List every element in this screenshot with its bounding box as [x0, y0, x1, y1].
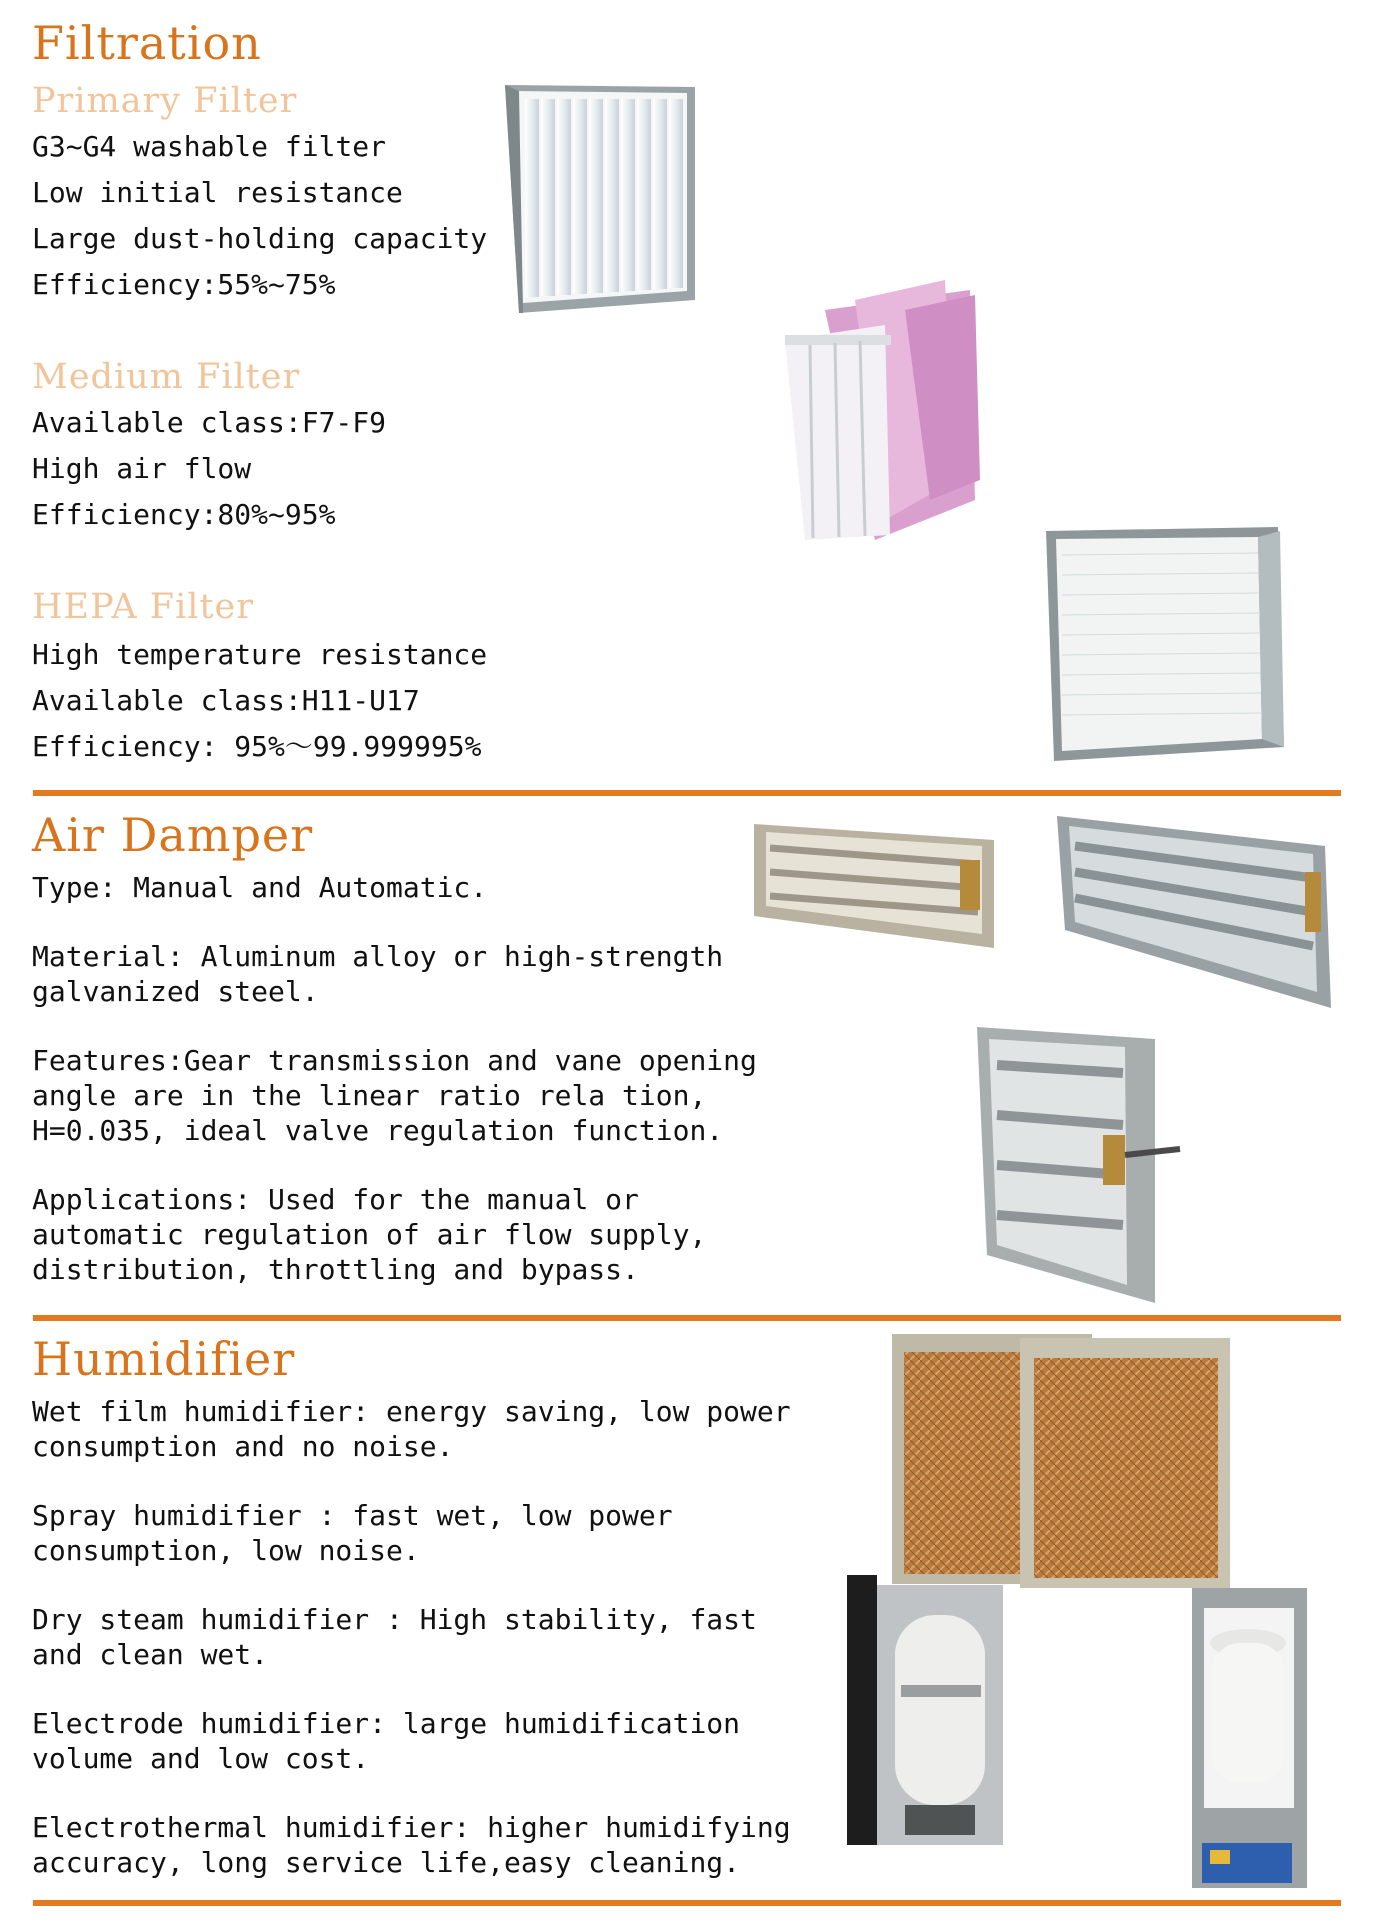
text-line: automatic regulation of air flow supply, — [32, 1218, 707, 1251]
electrode-paragraph — [32, 1706, 791, 1776]
dry-steam-paragraph — [32, 1602, 791, 1672]
air-damper-description — [32, 870, 757, 1321]
text-line: Dry steam humidifier : High stability, fast — [32, 1603, 757, 1636]
filtration-title: Filtration — [32, 16, 262, 70]
spec-line: Efficiency: 95%～99.999995% — [32, 730, 482, 763]
primary-filter-specs — [32, 124, 487, 308]
text-line: consumption and no noise. — [32, 1430, 454, 1463]
section-divider — [33, 1900, 1341, 1906]
spec-line: Available class:F7-F9 — [32, 406, 387, 439]
spec-line: Low initial resistance — [32, 176, 403, 209]
spec-line: Efficiency:80%~95% — [32, 498, 336, 531]
text-line: Applications: Used for the manual or — [32, 1183, 639, 1216]
text-line: accuracy, long service life,easy cleaning. — [32, 1846, 741, 1879]
electrothermal-humidifier-image — [1190, 1588, 1310, 1888]
text-line: and clean wet. — [32, 1638, 269, 1671]
hepa-filter-image — [1040, 525, 1290, 765]
spec-line: Efficiency:55%~75% — [32, 268, 336, 301]
section-divider — [33, 1315, 1341, 1321]
damper-applications-paragraph — [32, 1182, 757, 1287]
damper-type-paragraph — [32, 870, 757, 905]
spec-line: High air flow — [32, 452, 252, 485]
electrothermal-paragraph — [32, 1810, 791, 1880]
section-divider — [33, 790, 1341, 796]
air-damper-title: Air Damper — [32, 808, 314, 862]
electrode-humidifier-image — [845, 1575, 1005, 1850]
humidifier-title: Humidifier — [32, 1332, 296, 1386]
text-line: Electrode humidifier: large humidification — [32, 1707, 741, 1740]
damper-features-paragraph — [32, 1043, 757, 1148]
text-line: Features:Gear transmission and vane opening — [32, 1044, 757, 1077]
wet-film-humidifier-image — [890, 1330, 1235, 1590]
text-line: Wet film humidifier: energy saving, low power — [32, 1395, 791, 1428]
text-line: Electrothermal humidifier: higher humidifying — [32, 1811, 791, 1844]
text-line: galvanized steel. — [32, 975, 319, 1008]
text-line: Spray humidifier : fast wet, low power — [32, 1499, 673, 1532]
humidifier-description — [32, 1394, 791, 1914]
air-damper-image — [975, 1025, 1185, 1305]
medium-filter-specs — [32, 400, 386, 538]
spray-paragraph — [32, 1498, 791, 1568]
text-line: consumption, low noise. — [32, 1534, 420, 1567]
bag-filter-image — [755, 280, 995, 560]
text-line: H=0.035, ideal valve regulation function. — [32, 1114, 724, 1147]
hepa-filter-heading: HEPA Filter — [32, 587, 254, 627]
spec-line: Available class:H11-U17 — [32, 684, 420, 717]
spec-line: High temperature resistance — [32, 638, 488, 671]
text-line: distribution, throttling and bypass. — [32, 1253, 639, 1286]
text-line: volume and low cost. — [32, 1742, 370, 1775]
hepa-filter-specs — [32, 632, 487, 770]
text-line: Material: Aluminum alloy or high-strength — [32, 940, 724, 973]
damper-material-paragraph — [32, 939, 757, 1009]
panel-filter-image — [505, 85, 700, 315]
spec-line: Large dust-holding capacity — [32, 222, 488, 255]
spec-line: G3~G4 washable filter — [32, 130, 387, 163]
air-damper-image — [750, 820, 1000, 950]
medium-filter-heading: Medium Filter — [32, 357, 301, 397]
text-line: Type: Manual and Automatic. — [32, 871, 488, 904]
primary-filter-heading: Primary Filter — [32, 81, 298, 121]
air-damper-image — [1055, 812, 1335, 1012]
wet-film-paragraph — [32, 1394, 791, 1464]
text-line: angle are in the linear ratio rela tion, — [32, 1079, 707, 1112]
